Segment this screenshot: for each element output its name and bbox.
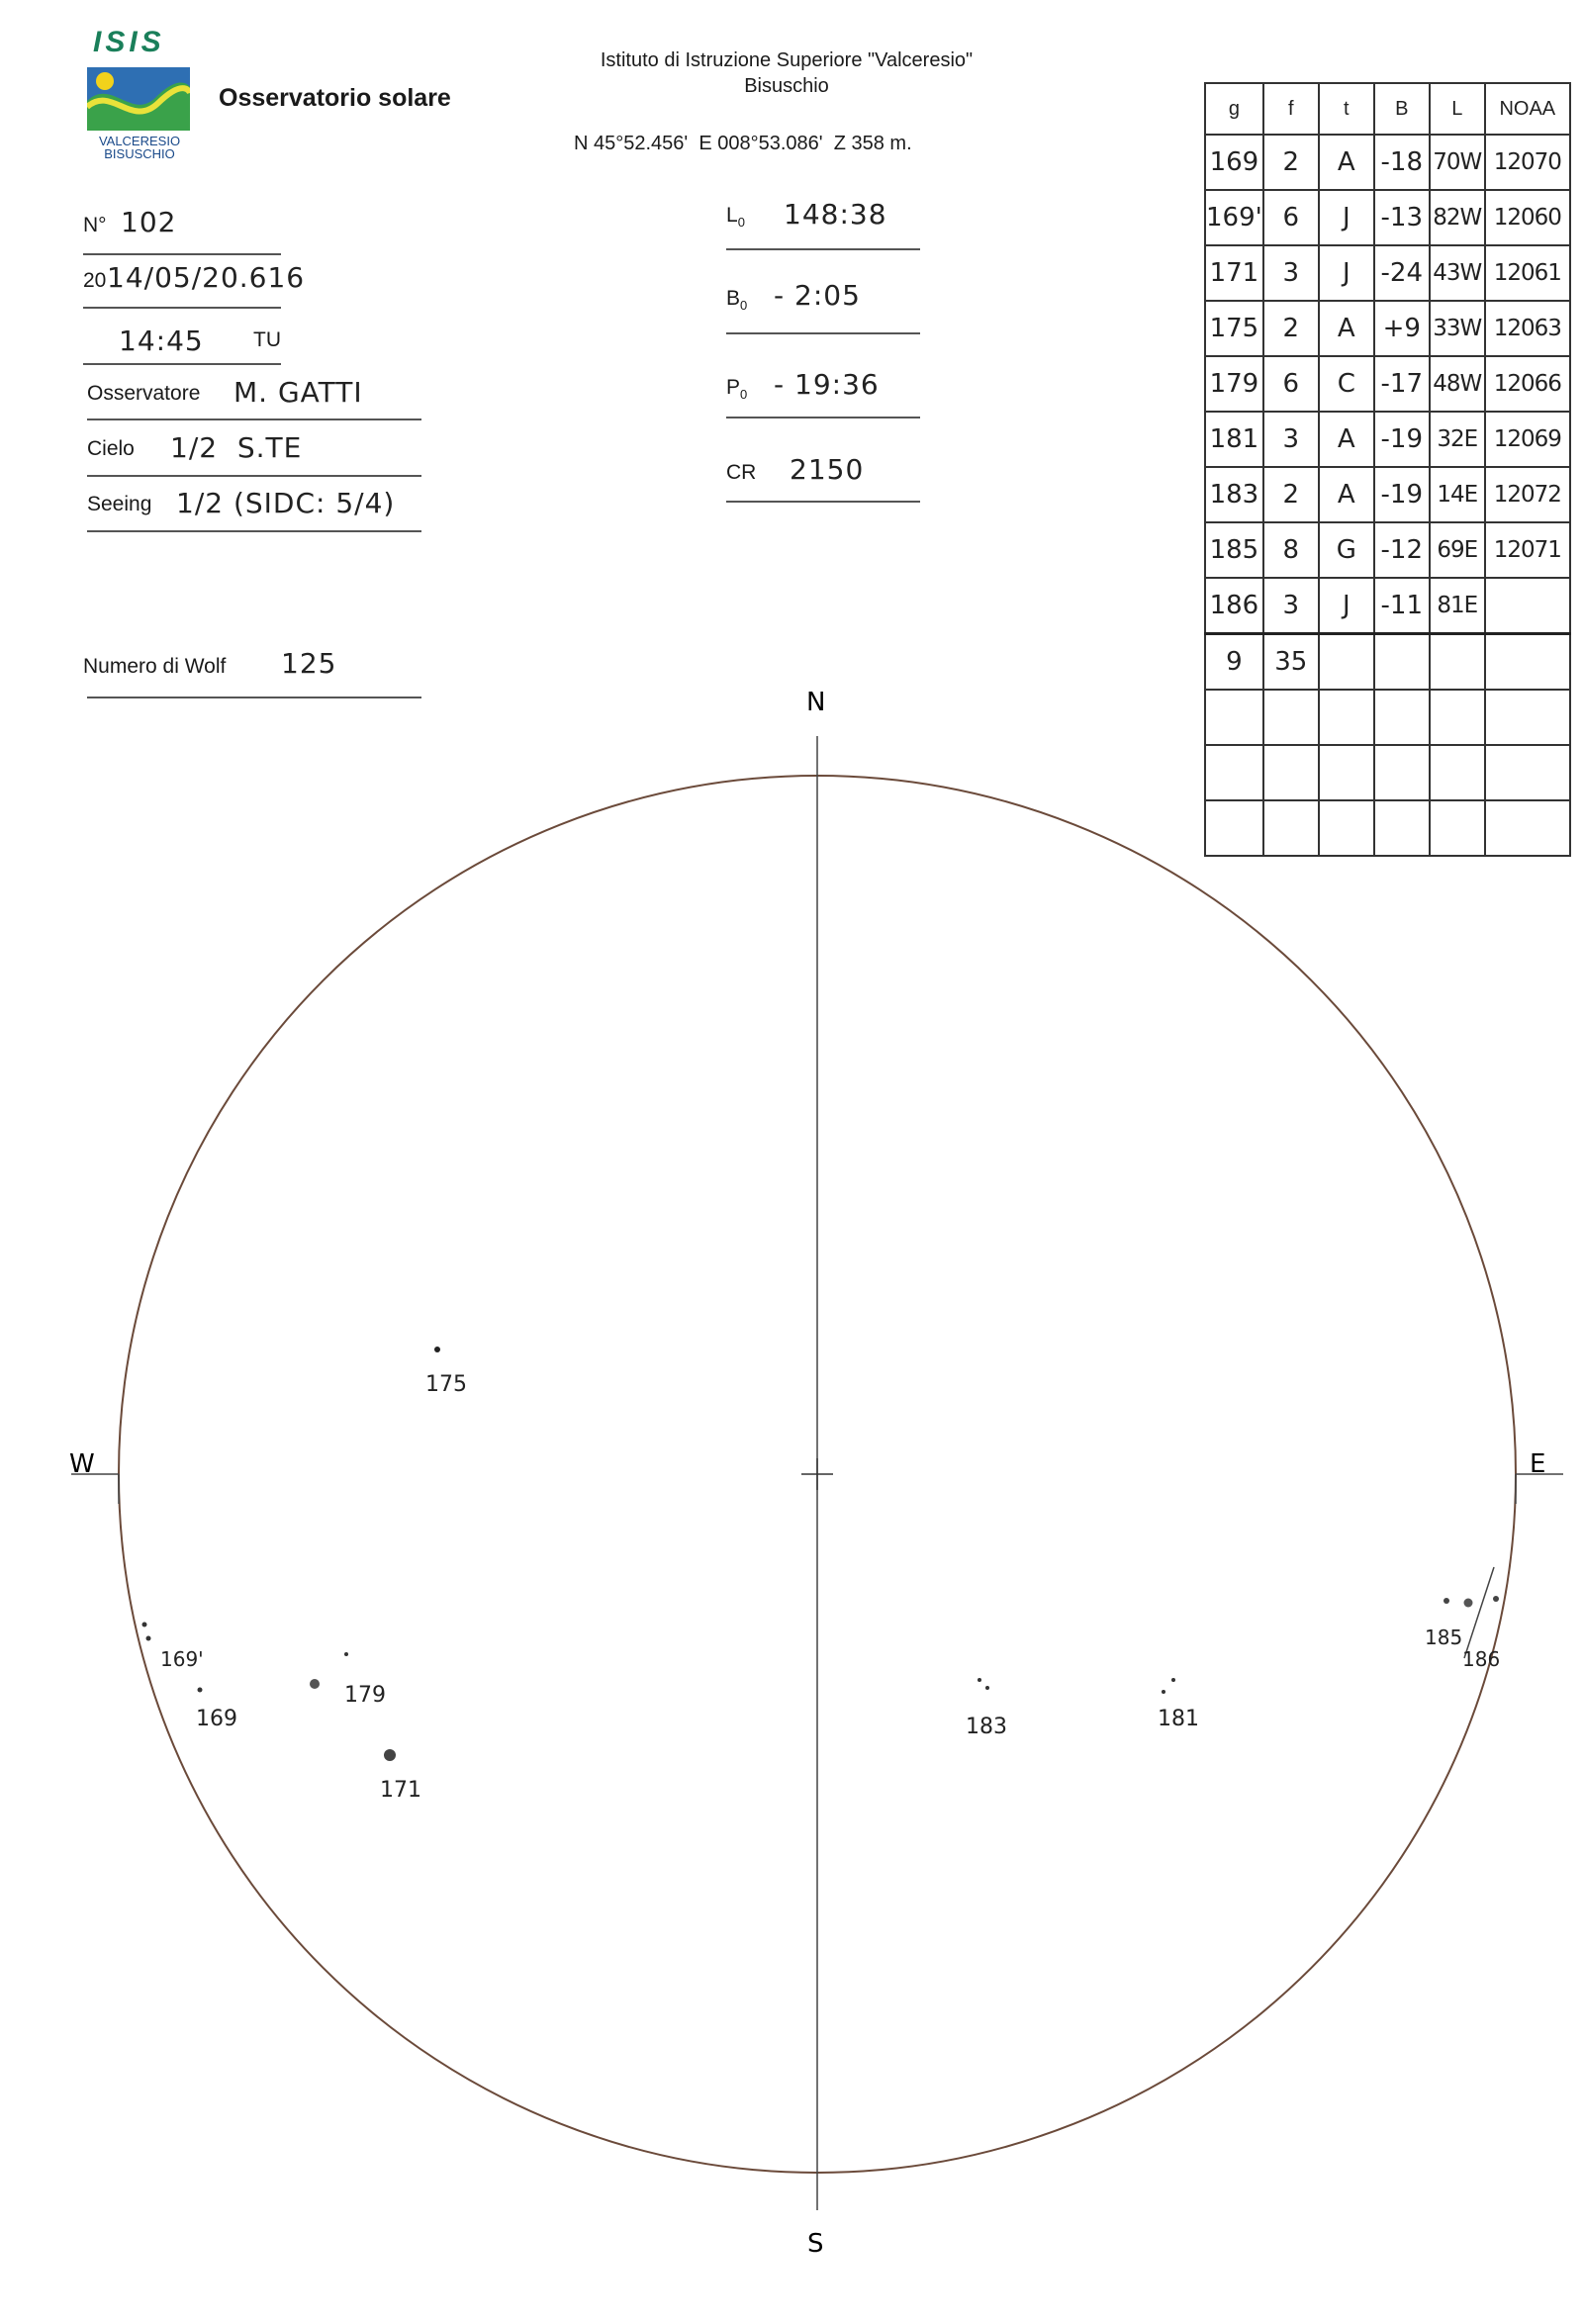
number-value: 102 bbox=[121, 206, 177, 238]
date-prefix: 20 bbox=[83, 269, 107, 292]
logo-subtitle-1: VALCERESIO bbox=[98, 134, 181, 148]
table-cell: 12061 bbox=[1485, 245, 1570, 301]
table-cell: 12060 bbox=[1485, 190, 1570, 245]
sunspot-185-b bbox=[1464, 1599, 1473, 1608]
table-cell: -17 bbox=[1374, 356, 1430, 412]
table-cell: A bbox=[1319, 467, 1374, 522]
table-cell: -11 bbox=[1374, 578, 1430, 634]
time-unit: TU bbox=[253, 328, 281, 351]
sunspot-185-a bbox=[1443, 1598, 1449, 1604]
sunspot-169p-a bbox=[142, 1623, 147, 1627]
table-cell: 12071 bbox=[1485, 522, 1570, 578]
table-cell: C bbox=[1319, 356, 1374, 412]
south-label: S bbox=[807, 2229, 824, 2259]
observer-value: M. GATTI bbox=[233, 376, 363, 409]
wolf-label: Numero di Wolf bbox=[83, 655, 227, 678]
sunspot-186 bbox=[1493, 1596, 1499, 1602]
table-cell: 12069 bbox=[1485, 412, 1570, 467]
table-cell: A bbox=[1319, 301, 1374, 356]
b0-label: $B_0$ bbox=[726, 287, 748, 314]
table-cell: 9 bbox=[1205, 634, 1263, 691]
l0-label: $L_0$ bbox=[726, 204, 745, 231]
page-title: Osservatorio solare bbox=[219, 84, 451, 112]
table-cell: 14E bbox=[1430, 467, 1485, 522]
sunspot-169 bbox=[198, 1688, 203, 1693]
sunspot-175 bbox=[434, 1347, 440, 1352]
group-185-186-separator bbox=[1464, 1567, 1494, 1658]
column-header: f bbox=[1263, 83, 1319, 135]
p0-value: - 19:36 bbox=[774, 368, 880, 401]
sunspot-183-b bbox=[985, 1686, 989, 1690]
table-cell: 2 bbox=[1263, 135, 1319, 190]
sunspot-169p-b bbox=[146, 1636, 151, 1641]
seeing-label: Seeing bbox=[87, 493, 152, 515]
sunspot-179-a bbox=[310, 1679, 320, 1689]
date-value: 14/05/20.616 bbox=[107, 261, 306, 294]
column-header: B bbox=[1374, 83, 1430, 135]
table-cell: 2 bbox=[1263, 467, 1319, 522]
table-cell: 3 bbox=[1263, 578, 1319, 634]
table-cell: 35 bbox=[1263, 634, 1319, 691]
column-header: t bbox=[1319, 83, 1374, 135]
sky-value: 1/2 S.TE bbox=[170, 431, 303, 464]
table-cell: 169 bbox=[1205, 135, 1263, 190]
table-cell: -19 bbox=[1374, 412, 1430, 467]
number-label: N° bbox=[83, 214, 107, 236]
institute-town: Bisuschio bbox=[744, 75, 829, 97]
logo-subtitle-2: BISUSCHIO bbox=[104, 146, 175, 161]
table-cell: 81E bbox=[1430, 578, 1485, 634]
table-cell: 43W bbox=[1430, 245, 1485, 301]
sunspot-181-a bbox=[1171, 1678, 1175, 1682]
table-cell: -19 bbox=[1374, 467, 1430, 522]
east-label: E bbox=[1530, 1449, 1546, 1479]
wolf-value: 125 bbox=[281, 647, 337, 680]
column-header: NOAA bbox=[1485, 83, 1570, 135]
group-label-183: 183 bbox=[966, 1715, 1007, 1739]
table-cell: 70W bbox=[1430, 135, 1485, 190]
table-cell: J bbox=[1319, 190, 1374, 245]
west-label: W bbox=[69, 1449, 95, 1479]
group-label-185: 185 bbox=[1425, 1626, 1463, 1649]
table-cell: A bbox=[1319, 412, 1374, 467]
table-cell: -18 bbox=[1374, 135, 1430, 190]
table-cell: 12070 bbox=[1485, 135, 1570, 190]
sky-label: Cielo bbox=[87, 437, 135, 460]
table-cell: 48W bbox=[1430, 356, 1485, 412]
table-cell: 183 bbox=[1205, 467, 1263, 522]
table-cell: -13 bbox=[1374, 190, 1430, 245]
sunspot-179-b bbox=[344, 1652, 348, 1656]
observer-label: Osservatore bbox=[87, 382, 201, 405]
sunspot-183-a bbox=[978, 1678, 981, 1682]
table-cell: 32E bbox=[1430, 412, 1485, 467]
column-header: L bbox=[1430, 83, 1485, 135]
table-cell: 179 bbox=[1205, 356, 1263, 412]
group-label-169p: 169' bbox=[160, 1647, 204, 1671]
table-cell: 186 bbox=[1205, 578, 1263, 634]
cr-value: 2150 bbox=[790, 453, 865, 486]
table-cell: A bbox=[1319, 135, 1374, 190]
table-cell: -12 bbox=[1374, 522, 1430, 578]
table-cell: 12066 bbox=[1485, 356, 1570, 412]
table-cell: 185 bbox=[1205, 522, 1263, 578]
table-cell: J bbox=[1319, 578, 1374, 634]
table-cell: +9 bbox=[1374, 301, 1430, 356]
column-header: g bbox=[1205, 83, 1263, 135]
group-label-175: 175 bbox=[425, 1372, 467, 1397]
table-cell: 3 bbox=[1263, 412, 1319, 467]
north-label: N bbox=[806, 688, 826, 717]
sunspot-171 bbox=[384, 1749, 396, 1761]
table-cell: J bbox=[1319, 245, 1374, 301]
b0-value: - 2:05 bbox=[774, 279, 861, 312]
l0-value: 148:38 bbox=[784, 198, 887, 231]
table-cell: -24 bbox=[1374, 245, 1430, 301]
table-cell: 8 bbox=[1263, 522, 1319, 578]
group-label-169: 169 bbox=[196, 1707, 237, 1731]
group-label-179: 179 bbox=[344, 1683, 386, 1708]
table-cell: G bbox=[1319, 522, 1374, 578]
table-cell: 6 bbox=[1263, 190, 1319, 245]
group-label-186: 186 bbox=[1462, 1647, 1501, 1671]
observatory-coordinates: N 45°52.456' E 008°53.086' Z 358 m. bbox=[574, 133, 912, 154]
table-cell: 2 bbox=[1263, 301, 1319, 356]
table-cell: 181 bbox=[1205, 412, 1263, 467]
seeing-value: 1/2 (SIDC: 5/4) bbox=[176, 487, 396, 519]
logo-mark: ISIS bbox=[93, 26, 165, 58]
table-cell: 69E bbox=[1430, 522, 1485, 578]
group-label-181: 181 bbox=[1158, 1707, 1199, 1731]
table-cell: 175 bbox=[1205, 301, 1263, 356]
cr-label: CR bbox=[726, 461, 757, 484]
p0-label: $P_0$ bbox=[726, 376, 748, 403]
sunspot-181-b bbox=[1162, 1690, 1165, 1694]
table-cell: 33W bbox=[1430, 301, 1485, 356]
table-cell: 169' bbox=[1205, 190, 1263, 245]
table-cell: 171 bbox=[1205, 245, 1263, 301]
time-value: 14:45 bbox=[119, 325, 204, 357]
table-cell: 12072 bbox=[1485, 467, 1570, 522]
institute-name: Istituto di Istruzione Superiore "Valceresio" bbox=[600, 49, 974, 71]
table-cell: 82W bbox=[1430, 190, 1485, 245]
table-cell: 6 bbox=[1263, 356, 1319, 412]
table-cell: 3 bbox=[1263, 245, 1319, 301]
table-cell: 12063 bbox=[1485, 301, 1570, 356]
group-label-171: 171 bbox=[380, 1778, 421, 1803]
